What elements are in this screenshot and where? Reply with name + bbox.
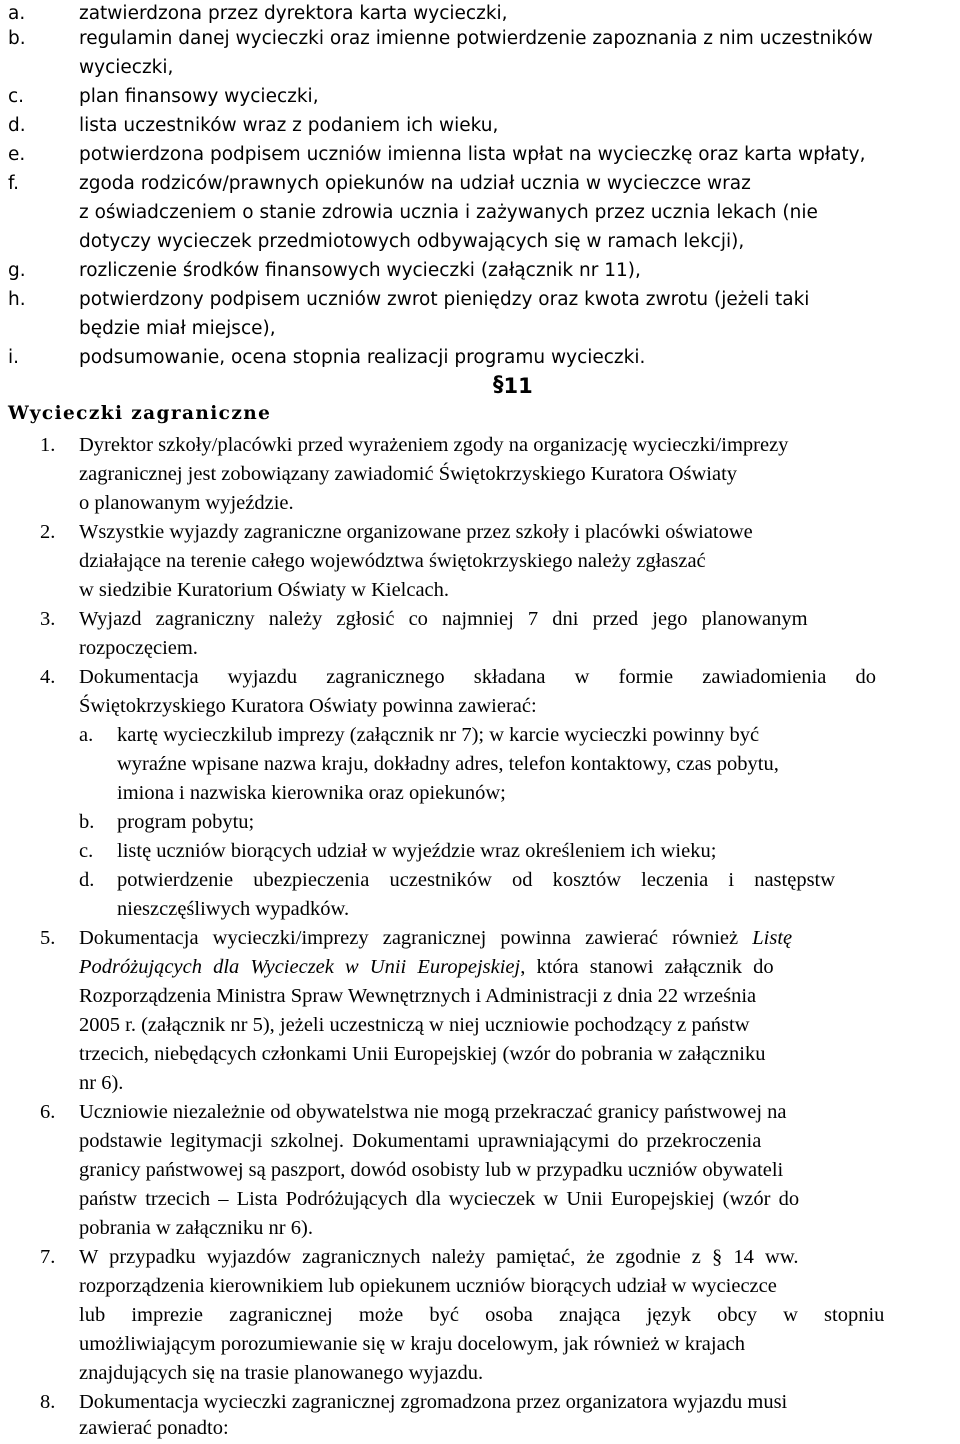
sub-item-a-line: wyraźne wpisane nazwa kraju, dokładny adres, telefon kontaktowy, czas pobytu, <box>117 753 779 775</box>
sub-marker: b. <box>79 811 95 833</box>
sub-item-a-line: imiona i nazwiska kierownika oraz opiekunów; <box>117 782 506 804</box>
list-marker: d. <box>8 115 26 136</box>
point-4-line: Dokumentacja wyjazdu zagranicznego składana w formie zawiadomienia do <box>79 666 876 688</box>
list-marker: f. <box>8 173 20 194</box>
italic-title: Podróżujących dla Wycieczek w Unii Europejskiej <box>79 956 521 978</box>
point-3-line: rozpoczęciem. <box>79 637 198 659</box>
section-title: Wycieczki zagraniczne <box>8 403 272 424</box>
list-marker: i. <box>8 347 20 368</box>
point-6-line: Uczniowie niezależnie od obywatelstwa nie mogą przekraczać granicy państwowej na <box>79 1101 787 1123</box>
point-number: 6. <box>40 1101 56 1123</box>
section-symbol: § <box>493 372 504 396</box>
point-6-line: podstawie legitymacji szkolnej. Dokumentami uprawniającymi do przekroczenia <box>79 1130 762 1152</box>
point-6-line: państw trzecich – Lista Podróżujących dla wycieczek w Unii Europejskiej (wzór do <box>79 1188 800 1210</box>
point-number: 7. <box>40 1246 56 1268</box>
list-marker: b. <box>8 28 26 49</box>
sub-marker: c. <box>79 840 94 862</box>
list-marker: g. <box>8 260 26 281</box>
point-number: 2. <box>40 521 56 543</box>
point-5-line: Rozporządzenia Ministra Spraw Wewnętrznych i Administracji z dnia 22 września <box>79 985 757 1007</box>
point-2-line: działające na terenie całego województwa świętokrzyskiego należy zgłaszać <box>79 550 706 572</box>
point-7-line: umożliwiającym porozumiewanie się w kraju docelowym, jak również w krajach <box>79 1333 746 1355</box>
list-marker: h. <box>8 289 26 310</box>
point-6-line: granicy państwowej są paszport, dowód osobisty lub w przypadku uczniów obywateli <box>79 1159 784 1181</box>
sub-item-a-line: kartę wycieczkilub imprezy (załącznik nr 7); w karcie wycieczki powinny być <box>117 724 760 746</box>
sub-marker: a. <box>79 724 94 746</box>
document-page: a. zatwierdzona przez dyrektora karta wycieczki, b. regulamin danej wycieczki oraz imienne potwierdzenie zapoznania z nim uczestników wycieczki, c. plan finansowy wycieczki, d. lista uczestników wraz z podaniem ich wieku, e. potwierdzona podpisem uczniów imienna lista wpłat na wycieczkę oraz karta wpłaty, f. zgoda rodziców/prawnych opiekunów na udział ucznia w wycieczce wraz z oświadczeniem o stanie zdrowia ucznia i zażywanych przez ucznia lekach (nie dotyczy wycieczek przedmiotowych odbywających się w ramach lekcji), g. rozliczenie środków finansowych wycieczki (załącznik nr 11), h. potwierdzony podpisem uczniów zwrot pieniędzy oraz kwota zwrotu (jeżeli taki będzie miał miejsce), i. podsumowanie, ocena stopnia realizacji programu wycieczki. §11 Wycieczki zagraniczne 1. Dyrektor szkoły/placówki przed wyrażeniem zgody na organizację wycieczki/imprezy zagranicznej jest zobowiązany zawiadomić Świętokrzyskiego Kuratora Oświaty o planowanym wyjeździe. 2. Wszystkie wyjazdy zagraniczne organizowane przez szkoły i placówki oświatowe działające na terenie całego województwa świętokrzyskiego należy zgłaszać w siedzibie Kuratorium Oświaty w Kielcach. 3. Wyjazd zagraniczny należy zgłosić co najmniej 7 dni przed jego planowanym rozpoczęciem. 4. Dokumentacja wyjazdu zagranicznego składana w formie zawiadomienia do Świętokrzyskiego Kuratora Oświaty powinna zawierać: a. kartę wycieczkilub imprezy (załącznik nr 7); w karcie wycieczki powinny być wyraźne wpisane nazwa kraju, dokładny adres, telefon kontaktowy, czas pobytu, imiona i nazwiska kierownika oraz opiekunów; b. program pobytu; c. listę uczniów biorących udział w wyjeździe wraz określeniem ich wieku; d. potwierdzenie ubezpieczenia uczestników od kosztów leczenia i następstw nieszczęśliwych wypadków. 5. Dokumentacja wycieczki/imprezy zagranicznej powinna zawierać również Listę Podróżujących dla Wycieczek w Unii Europejskiej, która stanowi załącznik do Rozporządzenia Ministra Spraw Wewnętrznych i Administracji z dnia 22 września 2005 r. (załącznik nr 5), jeżeli uczestniczą w niej uczniowie pochodzący z państw trzecich, niebędących członkami Unii Europejskiej (wzór do pobrania w załączniku nr 6). 6. Uczniowie niezależnie od obywatelstwa nie mogą przekraczać granicy państwowej na podstawie legitymacji szkolnej. Dokumentami uprawniającymi do przekroczenia granicy państwowej są paszport, dowód osobisty lub w przypadku uczniów obywateli państw trzecich – Lista Podróżujących dla wycieczek w Unii Europejskiej (wzór do pobrania w załączniku nr 6). 7. W przypadku wyjazdów zagranicznych należy pamiętać, że zgodnie z § 14 ww. rozporządzenia kierownikiem lub opiekunem uczniów biorących udział w wycieczce lub imprezie zagranicznej może być osoba znająca język obcy w stopniu umożliwiającym porozumiewanie się w kraju docelowym, jak również w krajach znajdujących się na trasie planowanego wyjazdu. 8. Dokumentacja wycieczki zagranicznej zgromadzona przez organizatora wyjazdu musi zawierać ponadto: <box>0 0 960 1444</box>
sub-item-d-line: nieszczęśliwych wypadków. <box>117 898 350 920</box>
point-number: 3. <box>40 608 56 630</box>
point-4-line: Świętokrzyskiego Kuratora Oświaty powinna zawierać: <box>79 695 537 717</box>
point-7-line: znajdujących się na trasie planowanego wyjazdu. <box>79 1362 484 1384</box>
list-marker: a. <box>8 3 26 24</box>
sub-item-b-line: program pobytu; <box>117 811 255 833</box>
sub-item-d-line: potwierdzenie ubezpieczenia uczestników od kosztów leczenia i następstw <box>117 869 836 891</box>
point-3-line: Wyjazd zagraniczny należy zgłosić co najmniej 7 dni przed jego planowanym <box>79 608 808 630</box>
point-2-line: Wszystkie wyjazdy zagraniczne organizowane przez szkoły i placówki oświatowe <box>79 521 753 543</box>
point-number: 4. <box>40 666 56 688</box>
italic-title: Listę <box>752 927 793 949</box>
point-5-line: Dokumentacja wycieczki/imprezy zagranicznej powinna zawierać również Listę <box>79 927 793 949</box>
point-8-line: Dokumentacja wycieczki zagranicznej zgromadzona przez organizatora wyjazdu musi <box>79 1391 788 1413</box>
list-marker: c. <box>8 86 25 107</box>
list-marker: e. <box>8 144 26 165</box>
point-1-line: zagranicznej jest zobowiązany zawiadomić Świętokrzyskiego Kuratora Oświaty <box>79 463 738 485</box>
point-5-line: trzecich, niebędących członkami Unii Europejskiej (wzór do pobrania w załączniku <box>79 1043 766 1065</box>
point-1-line: o planowanym wyjeździe. <box>79 492 294 514</box>
sub-item-c-line: listę uczniów biorących udział w wyjeździe wraz określeniem ich wieku; <box>117 840 717 862</box>
point-7-line: lub imprezie zagranicznej może być osoba znająca język obcy w stopniu <box>79 1304 885 1326</box>
point-6-line: pobrania w załączniku nr 6). <box>79 1217 313 1239</box>
point-8-line: zawierać ponadto: <box>79 1417 229 1439</box>
point-7-line: W przypadku wyjazdów zagranicznych należy pamiętać, że zgodnie z § 14 ww. <box>79 1246 799 1268</box>
sub-marker: d. <box>79 869 95 891</box>
point-5-line: Podróżujących dla Wycieczek w Unii Europejskiej, która stanowi załącznik do <box>79 956 774 978</box>
point-1-line: Dyrektor szkoły/placówki przed wyrażeniem zgody na organizację wycieczki/imprezy <box>79 434 789 456</box>
point-number: 5. <box>40 927 56 949</box>
section-number: §11 <box>493 372 533 398</box>
point-7-line: rozporządzenia kierownikiem lub opiekunem uczniów biorących udział w wycieczce <box>79 1275 777 1297</box>
point-5-line: nr 6). <box>79 1072 124 1094</box>
point-number: 8. <box>40 1391 56 1413</box>
point-2-line: w siedzibie Kuratorium Oświaty w Kielcach. <box>79 579 450 601</box>
point-number: 1. <box>40 434 56 456</box>
point-5-line: 2005 r. (załącznik nr 5), jeżeli uczestniczą w niej uczniowie pochodzący z państw <box>79 1014 750 1036</box>
